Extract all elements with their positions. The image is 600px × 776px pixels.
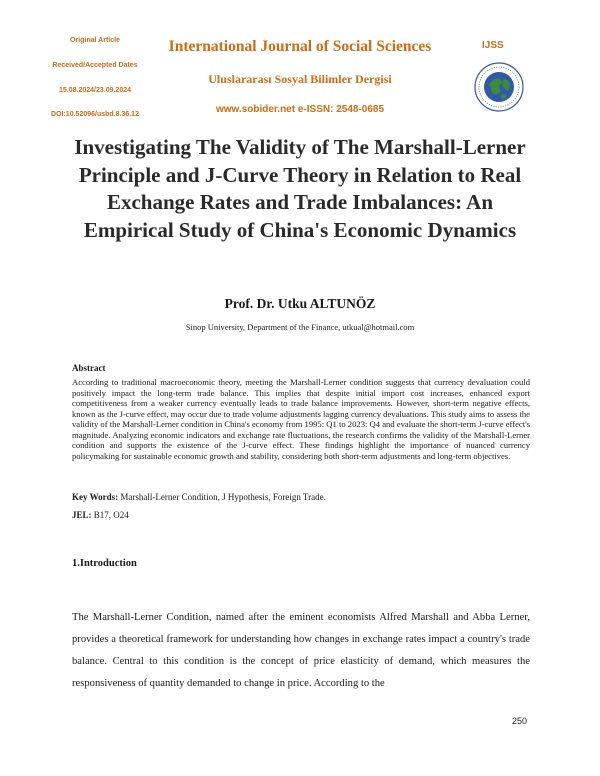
section-heading-introduction: 1.Introduction	[72, 558, 137, 569]
abstract-heading: Abstract	[72, 363, 106, 373]
abstract-text: According to traditional macroeconomic theory, meeting the Marshall-Lerner condition suggests that currency devaluation could positively impact the long-term trade balance. This implies that despite initial import cost increases, enhanced export competitiveness from a weaker currency eventually leads to trade balance improvements. However, short-term negative effects, known as the J-curve effect, may occur due to trade volume adjustments lagging currency devaluations. This study aims to assess the validity of the Marshall-Lerner condition in China's economy from 1995: Q1 to 2023: Q4 and evaluate the short-term J-curve effect's magnitude. Analyzing economic indicators and exchange rate fluctuations, the research confirms the validity of the Marshall-Lerner condition and supports the existence of the J-curve effect. These findings highlight the importance of nuanced currency policymaking for sustainable economic growth and stability, considering both short-term adjustments and long-term objectives.	[72, 377, 530, 461]
keywords-value: Marshall-Lerner Condition, J Hypothesis, Foreign Trade.	[120, 492, 326, 502]
journal-website[interactable]: www.sobider.net e-ISSN: 2548-0685	[215, 104, 385, 115]
journal-abbrev: IJSS	[482, 40, 504, 51]
doi[interactable]: DOI:10.52096/usbd.8.36.12	[51, 111, 139, 118]
introduction-text: The Marshall-Lerner Condition, named after the eminent economists Alfred Marshall and Abba Lerner, provides a theoretical framework for understanding how changes in exchange rates impact a country's trade balance. Central to this condition is the concept of price elasticity of demand, which measures the responsiveness of quantity demanded to change in price. According to the	[72, 612, 530, 689]
jel-label: JEL:	[72, 510, 92, 520]
author-name: Prof. Dr. Utku ALTUNÖZ	[224, 296, 376, 311]
dates-label: Received/Accepted Dates	[52, 62, 138, 69]
page-number: 250	[512, 716, 528, 726]
globe-seal-icon	[474, 62, 524, 112]
jel-codes	[72, 510, 129, 520]
author-affiliation: Sinop University, Department of the Finance, utkual@hotmail.com	[185, 322, 415, 332]
keywords-label: Key Words:	[72, 492, 119, 502]
journal-title: International Journal of Social Sciences	[168, 38, 432, 55]
journal-subtitle: Uluslararası Sosyal Bilimler Dergisi	[208, 72, 392, 86]
dates: 15.08.2024/23.09.2024	[58, 87, 131, 94]
paper-title: Investigating The Validity of The Marshall-Lerner Principle and J-Curve Theory in Relation to Real Exchange Rates and Trade Imbalances: An Empirical Study of China's Economic Dynamics	[74, 135, 526, 242]
jel-value: B17, O24	[93, 510, 129, 520]
keywords	[72, 492, 326, 502]
article-type: Original Article	[70, 37, 120, 44]
